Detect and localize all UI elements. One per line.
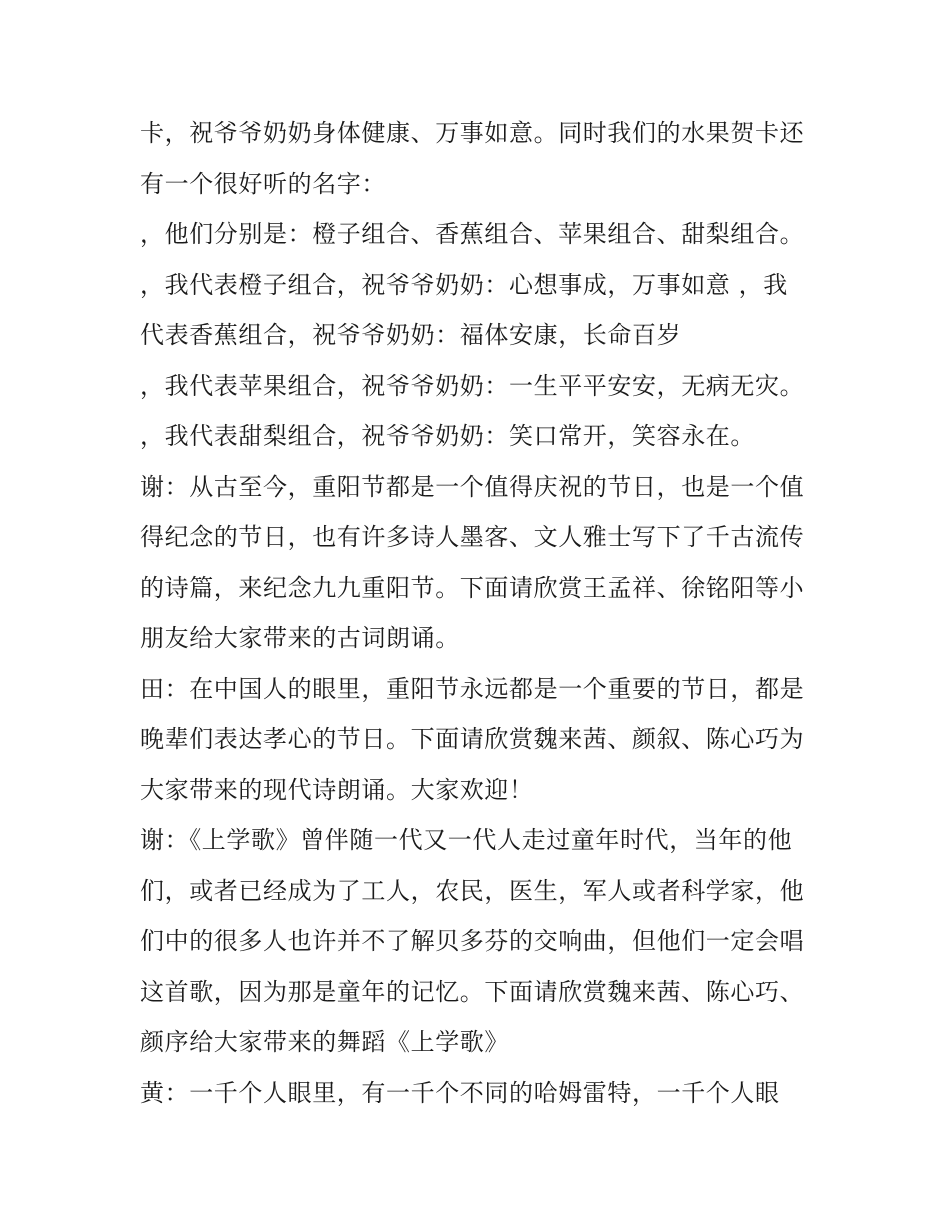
text-line: 们，或者已经成为了工人，农民，医生，军人或者科学家，他 (140, 876, 805, 905)
document-body (140, 108, 820, 1118)
text-line: ，他们分别是：橙子组合、香蕉组合、苹果组合、甜梨组合。 (140, 220, 805, 248)
text-line: ，我代表橙子组合，祝爷爷奶奶：心想事成，万事如意 ，我 (140, 270, 788, 299)
text-line: 谢：从古至今，重阳节都是一个值得庆祝的节日，也是一个值 (140, 472, 805, 501)
text-line: 卡，祝爷爷奶奶身体健康、万事如意。同时我们的水果贺卡还 (140, 119, 805, 147)
text-line: 有一个很好听的名字： (140, 169, 386, 198)
text-line: 大家带来的现代诗朗诵。大家欢迎！ (140, 775, 534, 804)
text-line: 颜序给大家带来的舞蹈《上学歌》 (140, 1028, 509, 1056)
text-line: 代表香蕉组合，祝爷爷奶奶：福体安康，长命百岁 (140, 321, 682, 349)
text-line: 这首歌，因为那是童年的记忆。下面请欣赏魏来茜、陈心巧、 (140, 977, 805, 1006)
text-line: 晚辈们表达孝心的节日。下面请欣赏魏来茜、颜叙、陈心巧为 (140, 725, 805, 753)
text-line: 朋友给大家带来的古词朗诵。 (140, 624, 460, 652)
text-line: 的诗篇，来纪念九九重阳节。下面请欣赏王孟祥、徐铭阳等小 (140, 573, 805, 602)
text-line: 得纪念的节日，也有许多诗人墨客、文人雅士写下了千古流传 (140, 523, 805, 551)
text-line: 谢：《上学歌》曾伴随一代又一代人走过童年时代，当年的他 (140, 826, 793, 854)
text-line: ，我代表苹果组合，祝爷爷奶奶：一生平平安安，无病无灾。 (140, 371, 805, 400)
text-line: ，我代表甜梨组合，祝爷爷奶奶：笑口常开，笑容永在。 (140, 422, 755, 450)
text-line: 黄：一千个人眼里，有一千个不同的哈姆雷特，一千个人眼 (140, 1078, 780, 1107)
text-line: 们中的很多人也许并不了解贝多芬的交响曲，但他们一定会唱 (140, 927, 805, 955)
text-line: 田：在中国人的眼里，重阳节永远都是一个重要的节日，都是 (140, 674, 805, 703)
